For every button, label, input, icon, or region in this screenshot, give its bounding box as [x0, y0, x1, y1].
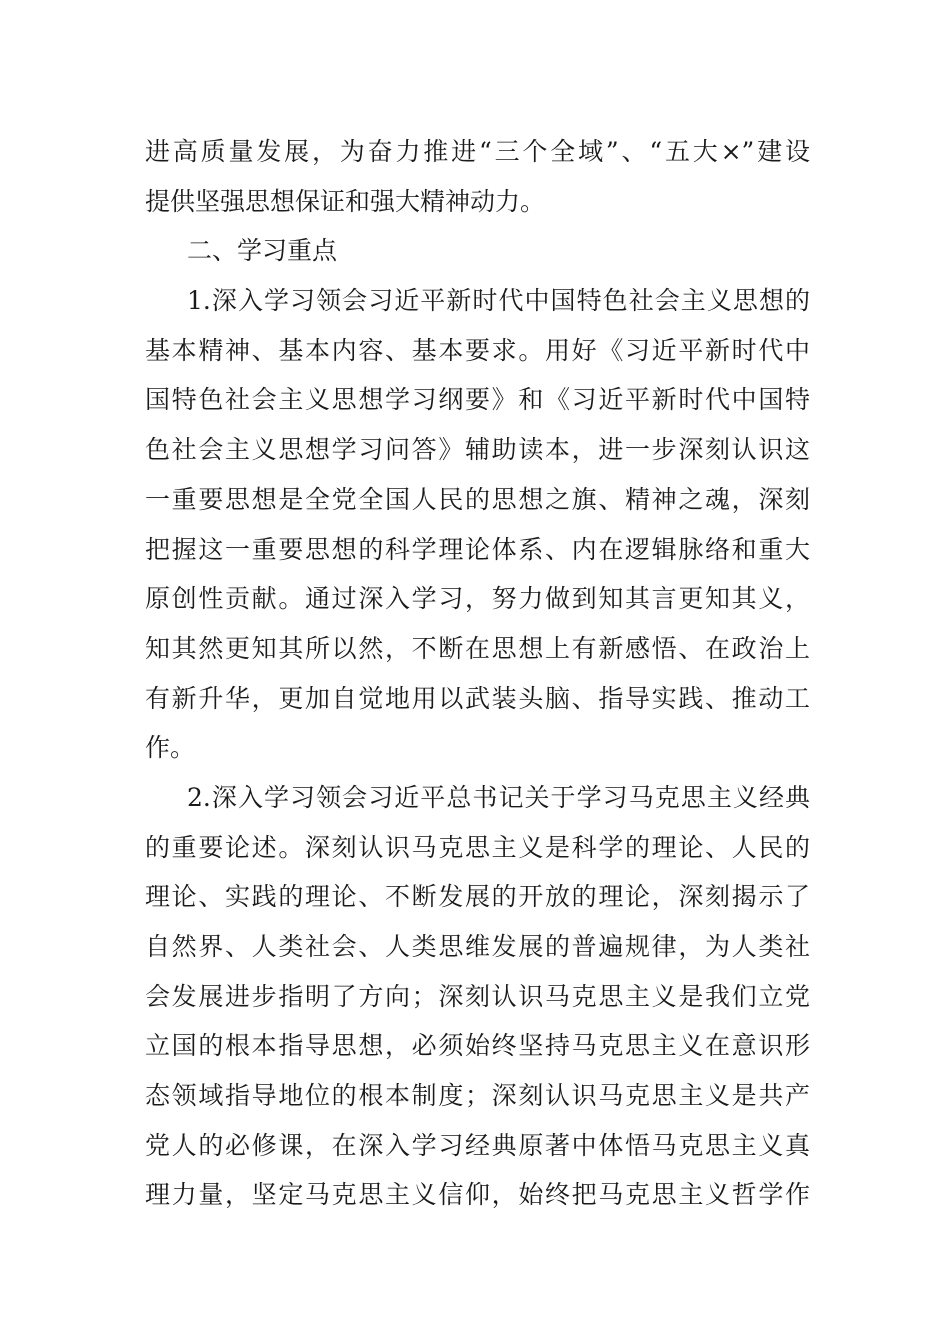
text-line: 自然界、人类社会、人类思维发展的普遍规律，为人类社	[145, 932, 810, 961]
text-line: 把握这一重要思想的科学理论体系、内在逻辑脉络和重大	[145, 534, 810, 564]
text-line: 国特色社会主义思想学习纲要》和《习近平新时代中国特	[145, 385, 810, 415]
text-line: 会发展进步指明了方向；深刻认识马克思主义是我们立党	[145, 981, 810, 1011]
text-line: 的重要论述。深刻认识马克思主义是科学的理论、人民的	[145, 832, 810, 862]
text-line: 1.深入学习领会习近平新时代中国特色社会主义思想的	[187, 286, 810, 316]
text-line: 提供坚强思想保证和强大精神动力。	[145, 186, 546, 216]
text-line: 理论、实践的理论、不断发展的开放的理论，深刻揭示了	[145, 882, 810, 912]
text-line: 理力量，坚定马克思主义信仰，始终把马克思主义哲学作	[145, 1180, 810, 1210]
text-line: 党人的必修课，在深入学习经典原著中体悟马克思主义真	[145, 1130, 810, 1160]
text-line: 二、学习重点	[187, 236, 338, 266]
text-line: 原创性贡献。通过深入学习，努力做到知其言更知其义，	[145, 584, 810, 614]
text-line: 有新升华，更加自觉地用以武装头脑、指导实践、推动工	[145, 683, 810, 713]
text-line: 进高质量发展，为奋力推进“三个全域”、“五大×”建设	[145, 137, 810, 166]
text-line: 色社会主义思想学习问答》辅助读本，进一步深刻认识这	[145, 435, 810, 465]
document-body	[145, 127, 810, 1220]
text-line: 态领域指导地位的根本制度；深刻认识马克思主义是共产	[145, 1081, 810, 1111]
text-line: 作。	[145, 733, 196, 763]
text-line: 知其然更知其所以然，不断在思想上有新感悟、在政治上	[145, 633, 810, 663]
text-line: 一重要思想是全党全国人民的思想之旗、精神之魂，深刻	[145, 484, 810, 514]
text-line: 立国的根本指导思想，必须始终坚持马克思主义在意识形	[145, 1031, 810, 1061]
text-line: 基本精神、基本内容、基本要求。用好《习近平新时代中	[145, 335, 810, 365]
text-line: 2.深入学习领会习近平总书记关于学习马克思主义经典	[187, 782, 810, 812]
